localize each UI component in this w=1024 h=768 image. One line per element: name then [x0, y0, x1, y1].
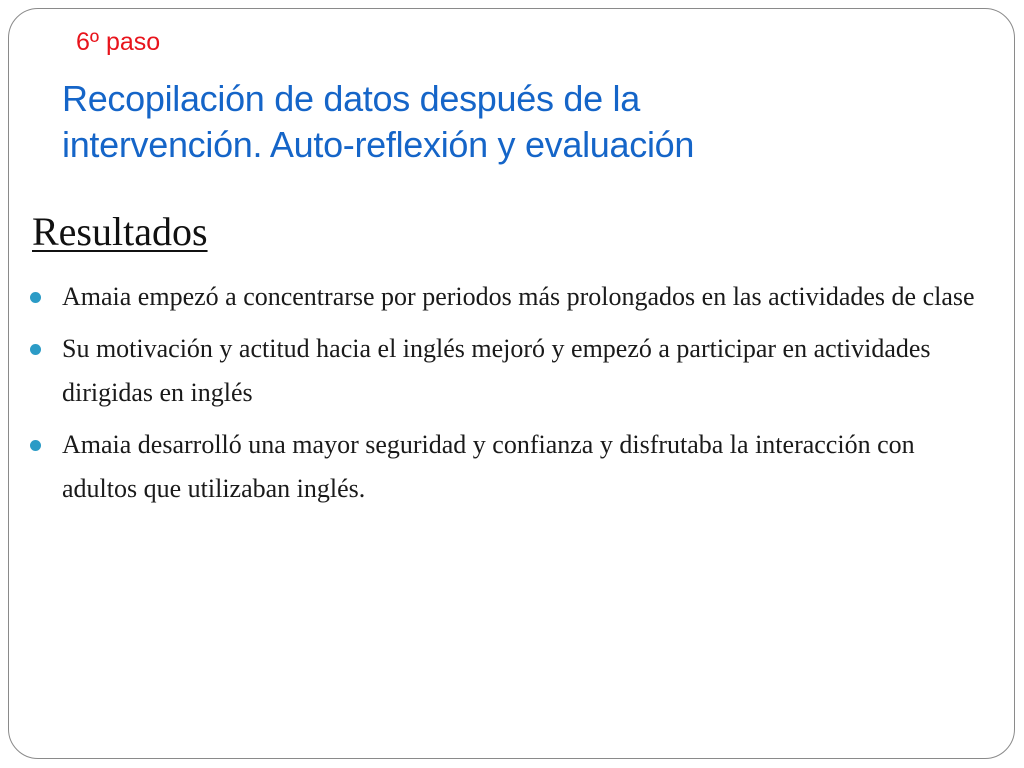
bullet-list [30, 275, 990, 519]
bullet-dot-icon [30, 440, 41, 451]
slide-title [62, 76, 962, 168]
bullet-text: Amaia empezó a concentrarse por periodos más prolongados en las actividades de clase [62, 282, 975, 311]
bullet-text: Amaia desarrolló una mayor seguridad y confianza y disfrutaba la interacción con adultos que utilizaban inglés. [62, 430, 915, 503]
bullet-dot-icon [30, 344, 41, 355]
bullet-item [30, 423, 990, 511]
bullet-item [30, 327, 990, 415]
slide-title-line-2: intervención. Auto-reflexión y evaluación [62, 124, 695, 165]
bullet-dot-icon [30, 292, 41, 303]
step-label: 6º paso [76, 28, 161, 56]
section-heading: Resultados [32, 209, 208, 254]
bullet-text: Su motivación y actitud hacia el inglés mejoró y empezó a participar en actividades dirigidas en inglés [62, 334, 931, 407]
bullet-item [30, 275, 990, 319]
slide-title-line-1: Recopilación de datos después de la [62, 78, 640, 119]
